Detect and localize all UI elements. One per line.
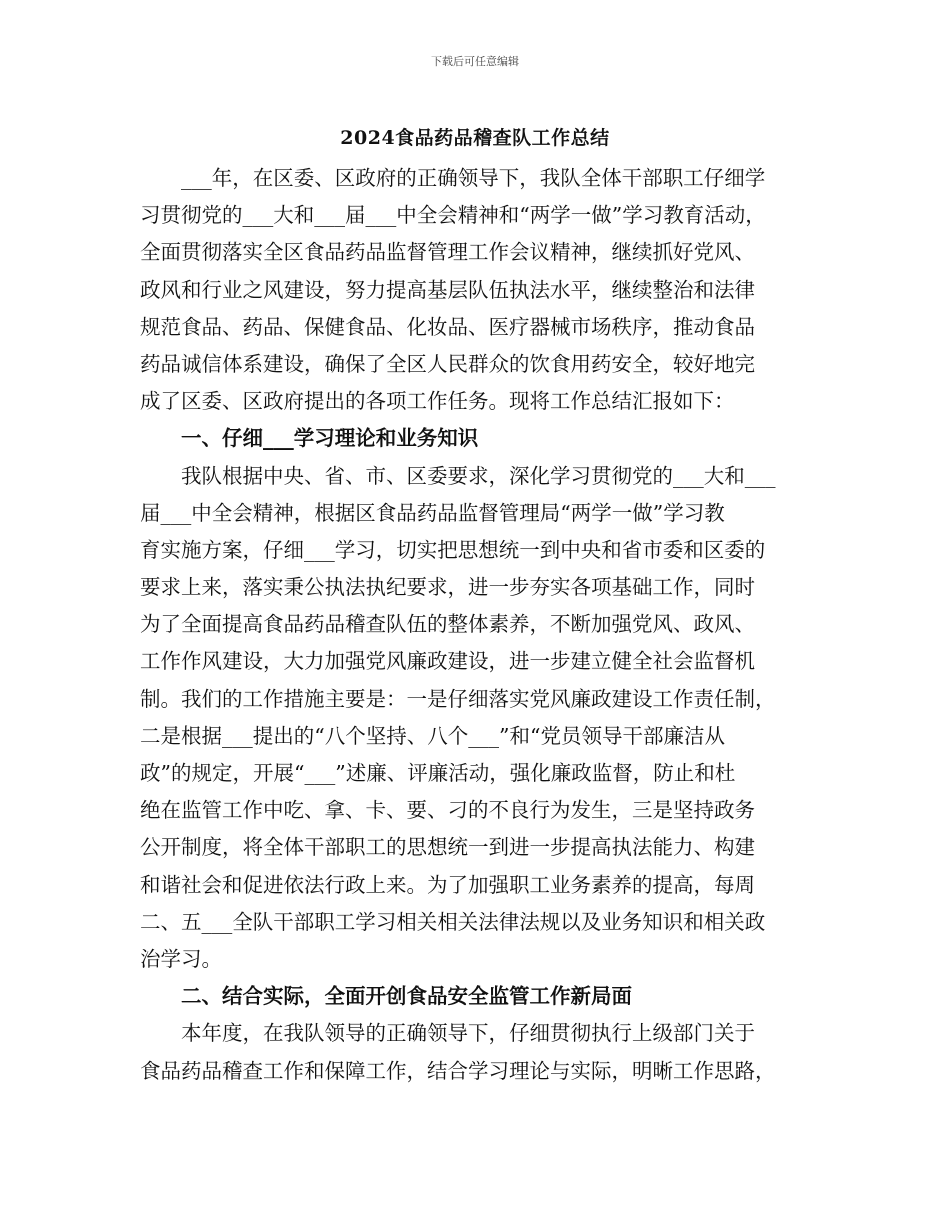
paragraph-line: 届___中全会精神，根据区食品药品监督管理局“两学一做”学习教 <box>140 500 725 525</box>
section-heading: 一、仔细___学习理论和业务知识 <box>140 426 479 451</box>
paragraph-line: 药品诚信体系建设，确保了全区人民群众的饮食用药安全，较好地完 <box>140 351 755 376</box>
paragraph-line: 本年度，在我队领导的正确领导下，仔细贯彻执行上级部门关于 <box>140 1021 755 1046</box>
section-heading: 二、结合实际，全面开创食品安全监管工作新局面 <box>140 984 632 1009</box>
paragraph-line: 二、五___全队干部职工学习相关相关法律法规以及业务知识和相关政 <box>140 909 766 934</box>
header-note: 下载后可任意编辑 <box>431 55 519 68</box>
paragraph-line: 制。我们的工作措施主要是：一是仔细落实党风廉政建设工作责任制， <box>140 686 776 711</box>
paragraph-line: ___年，在区委、区政府的正确领导下，我队全体干部职工仔细学 <box>140 166 766 190</box>
paragraph-line: 为了全面提高食品药品稽查队伍的整体素养，不断加强党风、政风、 <box>140 612 755 637</box>
paragraph-line: 绝在监管工作中吃、拿、卡、要、刁的不良行为发生，三是坚持政务 <box>140 798 755 823</box>
paragraph-line: 政”的规定，开展“___”述廉、评廉活动，强化廉政监督，防止和杜 <box>140 761 736 785</box>
paragraph-line: 政风和行业之风建设，努力提高基层队伍执法水平，继续整治和法律 <box>140 277 755 302</box>
paragraph-line: 和谐社会和促进依法行政上来。为了加强职工业务素养的提高，每周 <box>140 872 755 897</box>
paragraph-line: 工作作风建设，大力加强党风廉政建设，进一步建立健全社会监督机 <box>140 649 755 674</box>
paragraph-line: 规范食品、药品、保健食品、化妆品、医疗器械市场秩序，推动食品 <box>140 314 755 339</box>
paragraph-line: 食品药品稽查工作和保障工作，结合学习理论与实际，明晰工作思路， <box>140 1058 776 1083</box>
paragraph-line: 成了区委、区政府提出的各项工作任务。现将工作总结汇报如下： <box>140 389 735 414</box>
paragraph-line: 全面贯彻落实全区食品药品监督管理工作会议精神，继续抓好党风、 <box>140 240 755 265</box>
paragraph-line: 公开制度，将全体干部职工的思想统一到进一步提高执法能力、构建 <box>140 835 755 860</box>
document-body <box>140 160 812 1090</box>
paragraph-line: 育实施方案，仔细___学习，切实把思想统一到中央和省市委和区委的 <box>140 537 766 562</box>
paragraph-line: 我队根据中央、省、市、区委要求，深化学习贯彻党的___大和___ <box>140 463 776 488</box>
document-title: 2024食品药品稽查队工作总结 <box>340 127 610 149</box>
paragraph-line: 二是根据___提出的“八个坚持、八个___”和“党员领导干部廉洁从 <box>140 723 725 748</box>
paragraph-line: 要求上来，落实秉公执法执纪要求，进一步夯实各项基础工作，同时 <box>140 575 755 600</box>
paragraph-line: 治学习。 <box>140 946 222 971</box>
paragraph-line: 习贯彻党的___大和___届___中全会精神和“两学一做”学习教育活动， <box>140 203 766 228</box>
